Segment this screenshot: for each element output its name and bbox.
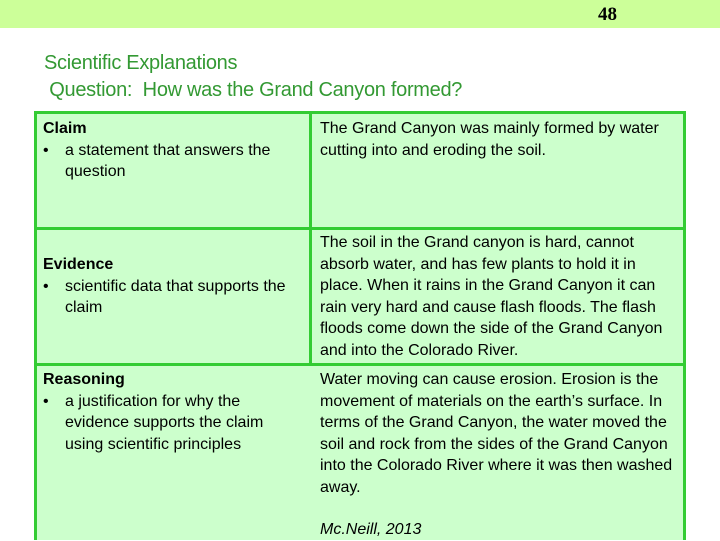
top-banner [0,0,720,28]
citation-credit: Mc.Neill, 2013 [320,521,422,538]
claim-definition-cell [43,118,305,183]
evidence-bullet [43,276,305,319]
reasoning-bullet [43,391,305,456]
reasoning-answer-cell [320,369,682,499]
table-divider-2 [34,363,686,366]
explanation-table [34,111,686,540]
bullet-symbol: • [43,392,49,410]
evidence-heading: Evidence [43,256,114,273]
title-line-2: Question: How was the Grand Canyon formed? [44,79,463,101]
title-line-1: Scientific Explanations [44,52,238,74]
evidence-definition-cell [43,254,305,319]
page-number: 48 [598,4,617,25]
reasoning-answer: Water moving can cause erosion. Erosion is the movement of materials on the earth’s surface. In terms of the Grand Canyon, the water moved the soil and rock from the sides of the Grand Canyon into the Colorado River where it was then washed away. [320,371,673,496]
claim-answer-cell [320,118,682,161]
evidence-description: scientific data that supports the claim [65,277,286,317]
reasoning-description: a justification for why the evidence supports the claim using scientific principles [65,392,264,453]
table-divider-1 [34,227,686,230]
claim-bullet [43,140,305,183]
claim-description: a statement that answers the question [65,141,271,181]
table-border-left [34,111,37,540]
evidence-answer-cell [320,232,682,362]
slide-title [44,50,462,104]
evidence-answer: The soil in the Grand canyon is hard, cannot absorb water, and has few plants to hold it in place. When it rains in the Grand Canyon it can rain very hard and cause flash floods. The flash floods come down the side of the Grand Canyon and into the Colorado River. [320,234,663,359]
table-border-top [34,111,686,114]
claim-answer: The Grand Canyon was mainly formed by water cutting into and eroding the soil. [320,120,659,159]
reasoning-heading: Reasoning [43,371,125,388]
bullet-symbol: • [43,277,49,295]
bullet-symbol: • [43,141,49,159]
table-column-divider [309,111,312,366]
table-border-right [683,111,686,540]
claim-heading: Claim [43,120,87,137]
reasoning-definition-cell [43,369,305,455]
